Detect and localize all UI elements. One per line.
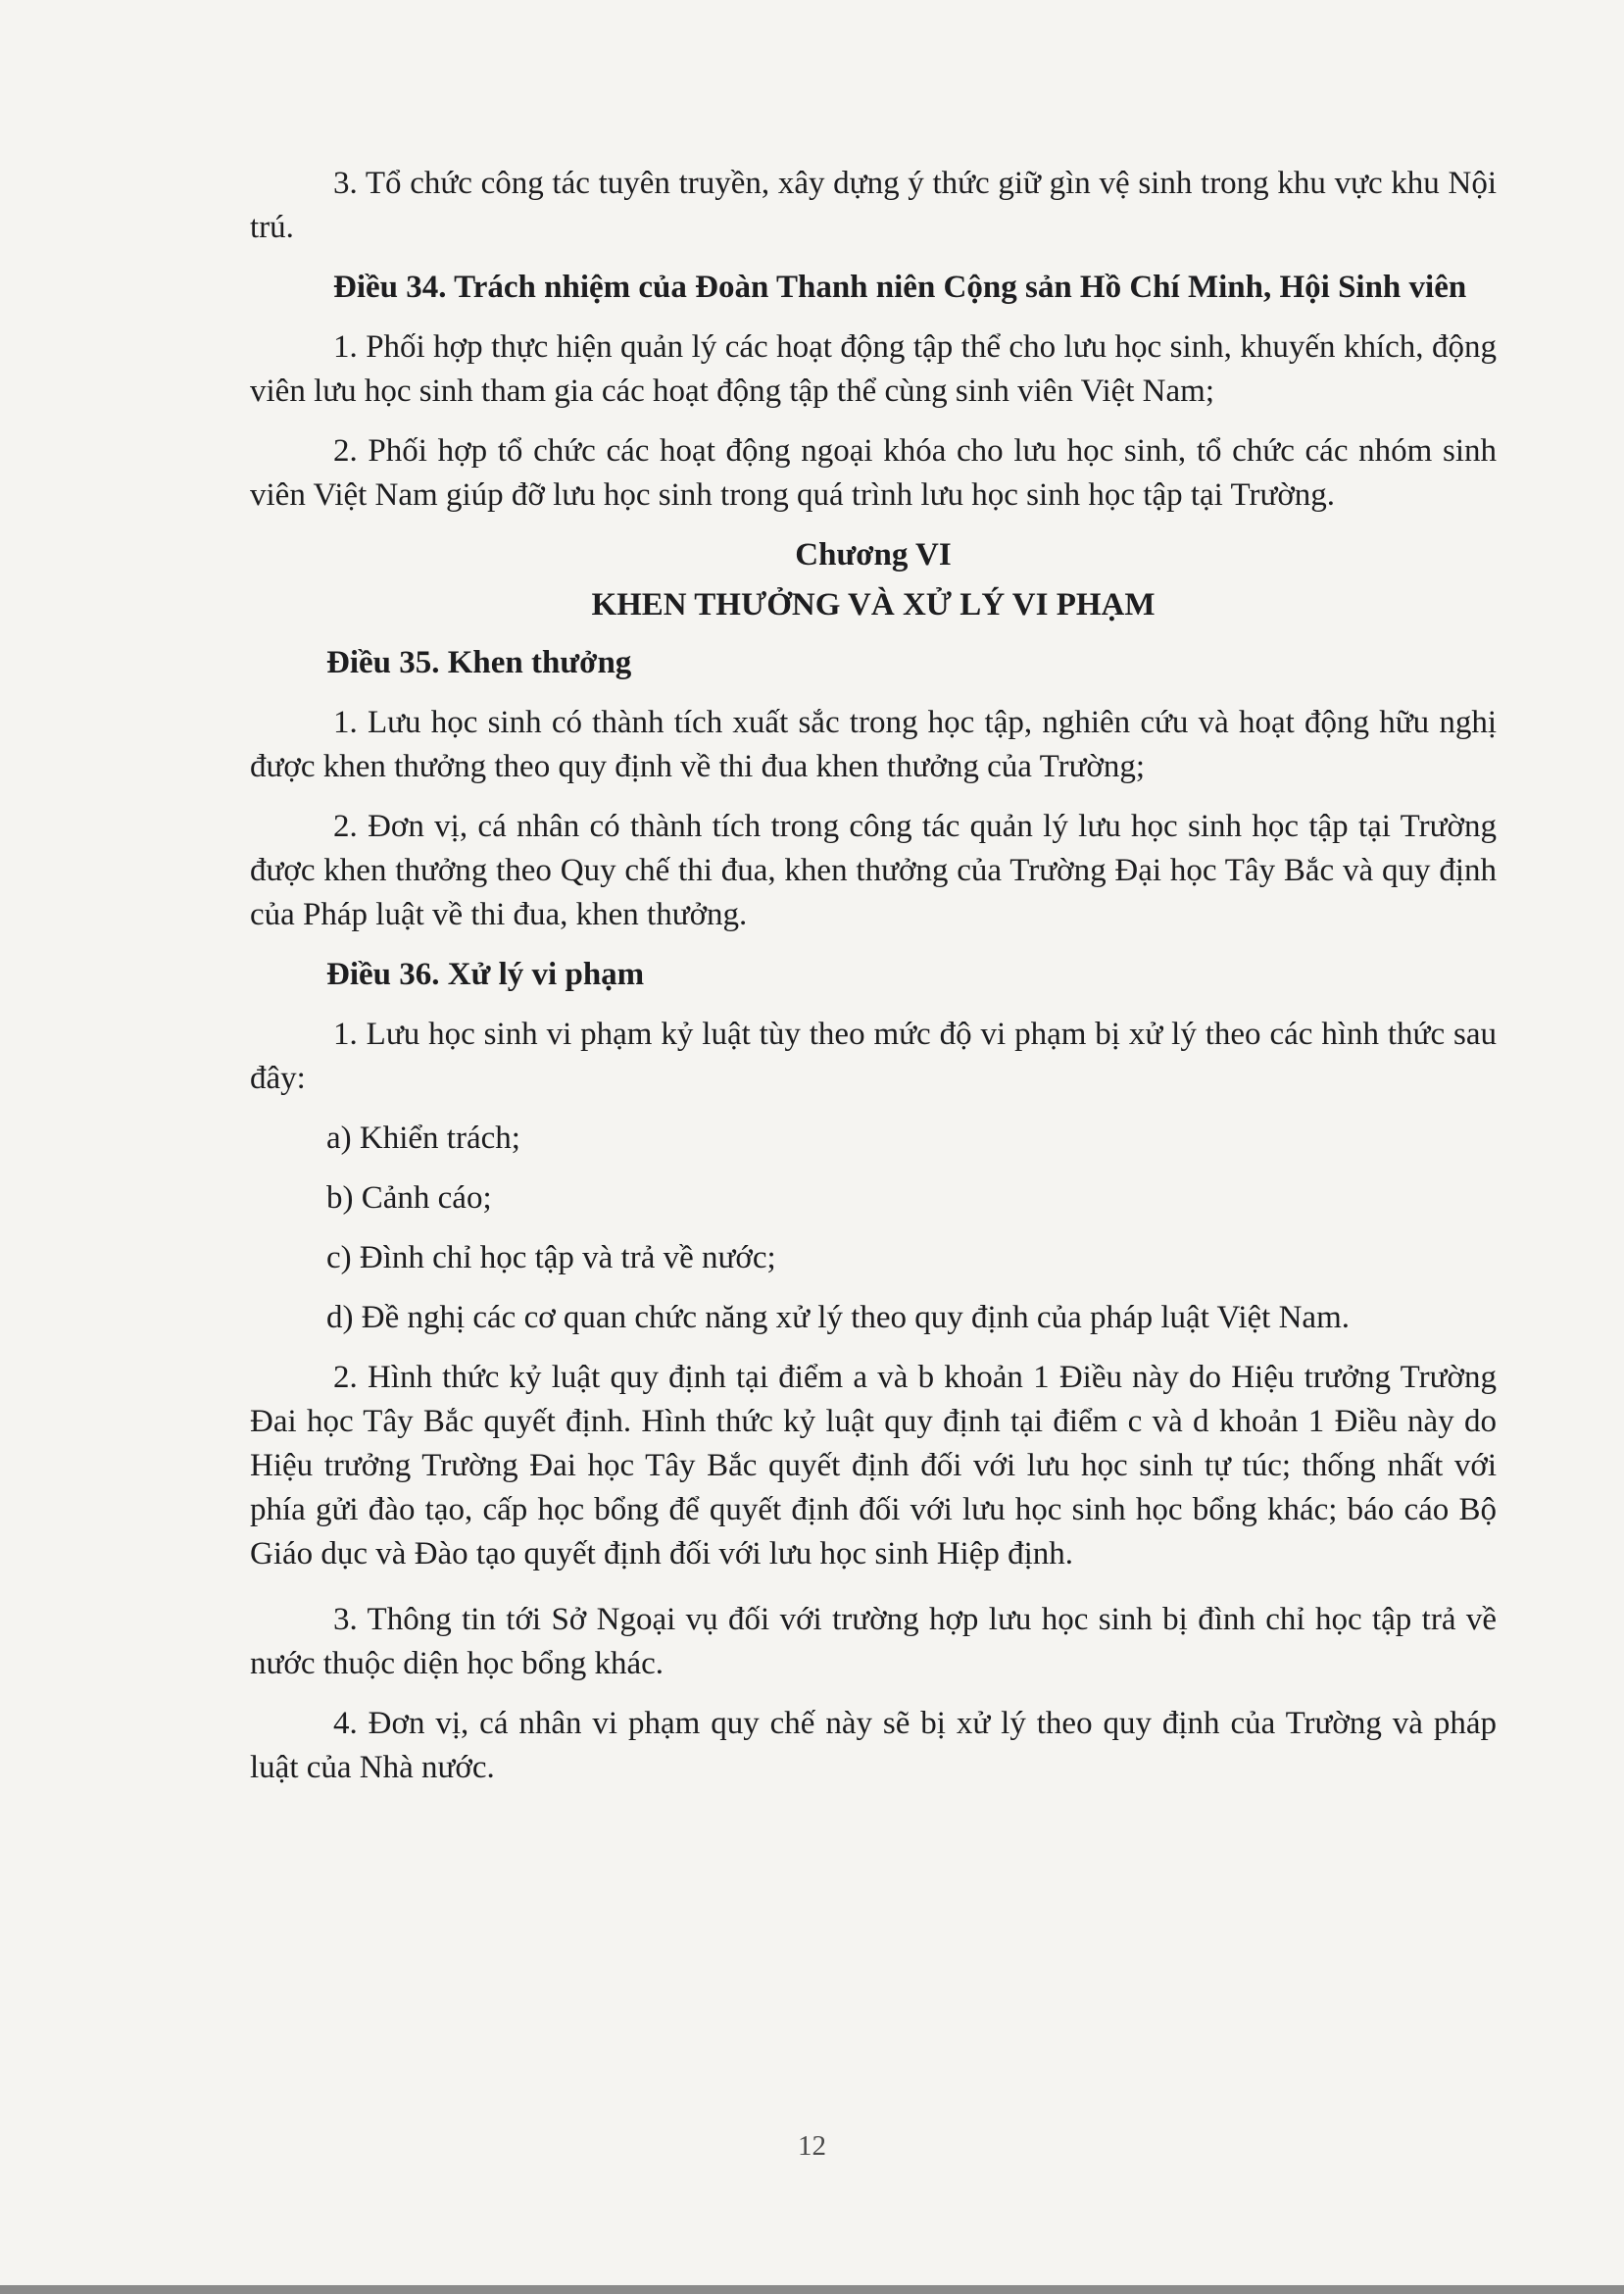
article-35-title: Điều 35. Khen thưởng [326,645,632,680]
page-number: 12 [798,2130,826,2162]
paragraph-art33-item3: 3. Tổ chức công tác tuyên truyền, xây dựng ý thức giữ gìn vệ sinh trong khu vực khu Nội trú. [250,166,1497,245]
article-35-item2: 2. Đơn vị, cá nhân có thành tích trong công tác quản lý lưu học sinh học tập tại Trường được khen thưởng theo Quy chế thi đua, khen thưởng của Trường Đại học Tây Bắc và quy định của Pháp luật về thi đua, khen thưởng. [250,809,1497,932]
article-35-item1: 1. Lưu học sinh có thành tích xuất sắc trong học tập, nghiên cứu và hoạt động hữu nghị được khen thưởng theo quy định về thi đua khen thưởng của Trường; [250,705,1497,784]
article-36-item4: 4. Đơn vị, cá nhân vi phạm quy chế này sẽ bị xử lý theo quy định của Trường và pháp luật của Nhà nước. [250,1706,1497,1785]
article-36-point-c: c) Đình chỉ học tập và trả về nước; [326,1240,776,1275]
chapter-title: KHEN THƯỞNG VÀ XỬ LÝ VI PHẠM [591,587,1156,623]
chapter-number: Chương VI [795,537,952,573]
article-34-item1: 1. Phối hợp thực hiện quản lý các hoạt động tập thể cho lưu học sinh, khuyến khích, động viên lưu học sinh tham gia các hoạt động tập thể cùng sinh viên Việt Nam; [250,329,1497,409]
article-36-point-b: b) Cảnh cáo; [326,1180,492,1216]
article-36-item3: 3. Thông tin tới Sở Ngoại vụ đối với trường hợp lưu học sinh bị đình chỉ học tập trả về nước thuộc diện học bổng khác. [250,1602,1497,1681]
article-36-point-d: d) Đề nghị các cơ quan chức năng xử lý theo quy định của pháp luật Việt Nam. [326,1300,1350,1335]
document-body [250,162,1497,1790]
article-34-item2: 2. Phối hợp tổ chức các hoạt động ngoại khóa cho lưu học sinh, tổ chức các nhóm sinh viên Việt Nam giúp đỡ lưu học sinh trong quá trình lưu học sinh học tập tại Trường. [250,433,1497,513]
article-36-point-a: a) Khiển trách; [326,1121,520,1156]
article-34-title: Điều 34. Trách nhiệm của Đoàn Thanh niên Cộng sản Hồ Chí Minh, Hội Sinh viên [333,270,1467,305]
article-36-item2: 2. Hình thức kỷ luật quy định tại điểm a và b khoản 1 Điều này do Hiệu trưởng Trường Đai học Tây Bắc quyết định. Hình thức kỷ luật quy định tại điểm c và d khoản 1 Điều này do Hiệu trưởng Trường Đai học Tây Bắc quyết định đối với lưu học sinh tự túc; thống nhất với phía gửi đào tạo, cấp học bổng để quyết định đối với lưu học sinh học bổng khác; báo cáo Bộ Giáo dục và Đào tạo quyết định đối với lưu học sinh Hiệp định. [250,1360,1497,1571]
article-36-title: Điều 36. Xử lý vi phạm [326,957,645,992]
scan-bottom-edge [0,2285,1624,2294]
article-36-item1: 1. Lưu học sinh vi phạm kỷ luật tùy theo mức độ vi phạm bị xử lý theo các hình thức sau đây: [250,1017,1497,1096]
